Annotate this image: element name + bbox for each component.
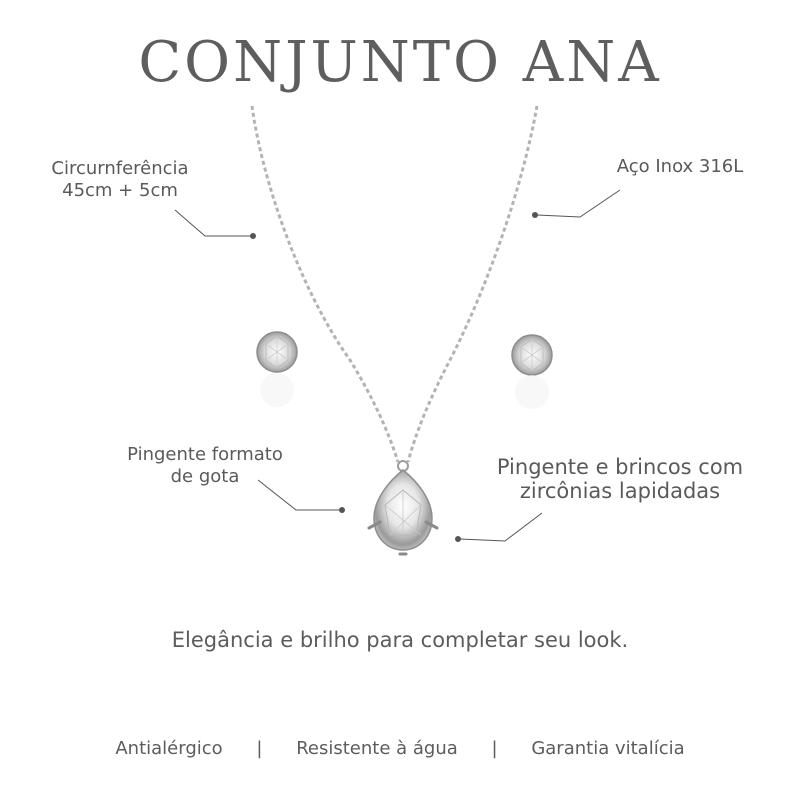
material-label-text: Aço Inox 316L bbox=[616, 156, 744, 177]
pendant-shape-label-line-1: Pingente formato bbox=[127, 444, 283, 465]
leader-line-circumference bbox=[175, 210, 256, 239]
left-stud-earring bbox=[257, 332, 297, 407]
pendant-shape-label-line-2: de gota bbox=[170, 466, 240, 487]
feature-separator: | bbox=[256, 738, 263, 759]
product-title: CONJUNTO ANA bbox=[138, 30, 662, 95]
right-stud-earring bbox=[512, 335, 552, 409]
drop-pendant bbox=[369, 461, 437, 554]
stones-label-line-1: Pingente e brincos com bbox=[496, 455, 744, 479]
circumference-label-line-2: 45cm + 5cm bbox=[62, 180, 178, 201]
feature-lifetime-warranty: Garantia vitalícia bbox=[531, 738, 685, 759]
pendant-shape-label bbox=[100, 444, 310, 488]
stones-label-line-2: zircônias lapidadas bbox=[519, 479, 721, 503]
leader-line-stones bbox=[455, 513, 542, 542]
tagline: Elegância e brilho para completar seu look. bbox=[171, 628, 629, 652]
circumference-label bbox=[20, 158, 220, 202]
feature-separator: | bbox=[491, 738, 498, 759]
feature-list bbox=[0, 738, 800, 759]
stones-label bbox=[465, 455, 775, 503]
circumference-label-line-1: Circurnferência bbox=[51, 158, 189, 179]
necklace-chain bbox=[252, 106, 537, 462]
material-label bbox=[590, 156, 770, 178]
leader-line-material bbox=[532, 190, 620, 218]
feature-water-resistant: Resistente à água bbox=[296, 738, 458, 759]
feature-hypoallergenic: Antialérgico bbox=[115, 738, 223, 759]
